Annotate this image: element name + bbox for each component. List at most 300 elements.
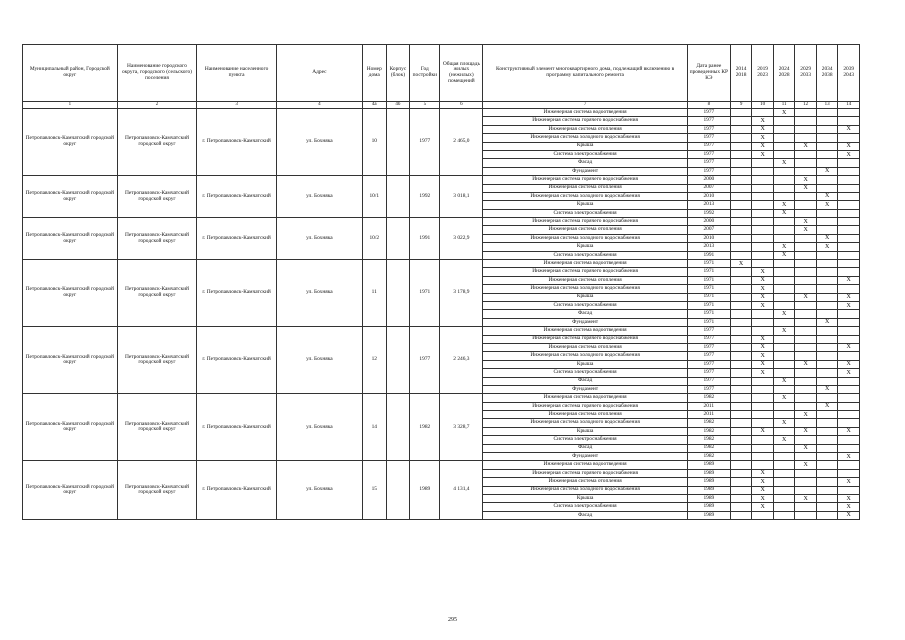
period-mark-cell: X [795,184,817,192]
period-mark-cell [795,511,817,519]
period-mark-cell [816,260,838,268]
period-mark-cell [773,503,795,511]
period-mark-cell [795,268,817,276]
period-mark-cell [730,285,752,293]
period-mark-cell: X [795,461,817,469]
house-korpus-cell [386,461,410,520]
period-mark-cell [730,293,752,301]
period-mark-cell: X [838,427,860,435]
header-cell: Конструктивный элемент многоквартирного дома, подлежащий включению в программу капитального ремонта [483,45,687,102]
house-locality-cell: г. Петропавловск-Камчатский [197,260,277,327]
period-mark-cell [795,243,817,251]
prior-repair-date-cell: 2011 [687,411,730,419]
period-mark-cell: X [752,469,774,477]
house-settlement-cell: Петропавловск-Камчатский городской округ [117,327,197,394]
period-mark-cell [773,360,795,368]
period-mark-cell: X [773,377,795,385]
header-cell: 2019 2023 [752,45,774,102]
period-mark-cell [773,411,795,419]
header-cell: Адрес [276,45,362,102]
table-row [23,394,860,402]
element-cell: Инженерная система холодного водоснабжения [483,192,687,200]
element-cell: Инженерная система холодного водоснабжения [483,352,687,360]
period-mark-cell [730,268,752,276]
element-cell: Фундамент [483,318,687,326]
prior-repair-date-cell: 1971 [687,285,730,293]
period-mark-cell [816,335,838,343]
period-mark-cell: X [816,234,838,242]
house-district-cell: Петропавловск-Камчатский городской округ [23,327,118,394]
period-mark-cell [838,109,860,117]
house-year-cell: 1991 [410,218,440,260]
table-row [23,260,860,268]
period-mark-cell [795,469,817,477]
period-mark-cell [816,352,838,360]
period-mark-cell [730,226,752,234]
element-cell: Крыша [483,360,687,368]
period-mark-cell [795,478,817,486]
period-mark-cell: X [816,201,838,209]
period-mark-cell [795,260,817,268]
house-settlement-cell: Петропавловск-Камчатский городской округ [117,218,197,260]
period-mark-cell [730,327,752,335]
period-mark-cell [795,402,817,410]
period-mark-cell [816,226,838,234]
period-mark-cell [816,411,838,419]
element-cell: Инженерная система отопления [483,226,687,234]
house-korpus-cell [386,394,410,461]
period-mark-cell [773,176,795,184]
period-mark-cell [795,109,817,117]
prior-repair-date-cell: 1982 [687,419,730,427]
period-mark-cell [795,503,817,511]
prior-repair-date-cell: 1977 [687,343,730,351]
prior-repair-date-cell: 1977 [687,377,730,385]
period-mark-cell [838,352,860,360]
house-street-cell: ул. Бохняка [276,260,362,327]
house-settlement-cell: Петропавловск-Камчатский городской округ [117,109,197,176]
period-mark-cell [773,335,795,343]
house-street-cell: ул. Бохняка [276,461,362,520]
period-mark-cell [838,402,860,410]
period-mark-cell [773,285,795,293]
period-mark-cell [816,486,838,494]
prior-repair-date-cell: 2011 [687,402,730,410]
period-mark-cell: X [752,343,774,351]
element-cell: Инженерная система отопления [483,478,687,486]
period-mark-cell [816,360,838,368]
prior-repair-date-cell: 1989 [687,486,730,494]
period-mark-cell [795,167,817,175]
house-year-cell: 1977 [410,327,440,394]
period-mark-cell [838,218,860,226]
table-row [23,461,860,469]
period-mark-cell [838,436,860,444]
period-mark-cell [730,276,752,284]
period-mark-cell [730,318,752,326]
period-mark-cell [752,109,774,117]
period-mark-cell [730,192,752,200]
period-mark-cell: X [838,343,860,351]
element-cell: Фундамент [483,453,687,461]
period-mark-cell [816,310,838,318]
period-mark-cell [838,385,860,393]
period-mark-cell [730,150,752,158]
period-mark-cell [730,310,752,318]
period-mark-cell: X [752,360,774,368]
prior-repair-date-cell: 1982 [687,394,730,402]
period-mark-cell: X [816,243,838,251]
period-mark-cell: X [795,142,817,150]
period-mark-cell: X [838,453,860,461]
period-mark-cell [773,469,795,477]
period-mark-cell [730,159,752,167]
period-mark-cell [838,285,860,293]
element-cell: Система электроснабжения [483,436,687,444]
period-mark-cell [838,251,860,259]
period-mark-cell [752,209,774,217]
prior-repair-date-cell: 1971 [687,260,730,268]
house-settlement-cell: Петропавловск-Камчатский городской округ [117,176,197,218]
period-mark-cell [773,276,795,284]
house-locality-cell: г. Петропавловск-Камчатский [197,394,277,461]
period-mark-cell [838,117,860,125]
header-cell: 2039 2043 [838,45,860,102]
house-locality-cell: г. Петропавловск-Камчатский [197,461,277,520]
period-mark-cell [773,268,795,276]
period-mark-cell: X [752,125,774,133]
period-mark-cell [773,184,795,192]
period-mark-cell [795,285,817,293]
period-mark-cell [773,511,795,519]
period-mark-cell [773,301,795,309]
period-mark-cell [730,369,752,377]
period-mark-cell [838,234,860,242]
period-mark-cell [752,159,774,167]
period-mark-cell [730,427,752,435]
period-mark-cell [752,176,774,184]
period-mark-cell [795,436,817,444]
period-mark-cell [773,427,795,435]
element-cell: Крыша [483,243,687,251]
element-cell: Инженерная система горячего водоснабжения [483,335,687,343]
period-mark-cell [795,209,817,217]
period-mark-cell [730,402,752,410]
period-mark-cell [816,461,838,469]
house-year-cell: 1992 [410,176,440,218]
element-cell: Инженерная система отопления [483,184,687,192]
period-mark-cell: X [838,360,860,368]
prior-repair-date-cell: 1977 [687,327,730,335]
element-cell: Инженерная система отопления [483,276,687,284]
period-mark-cell [773,192,795,200]
period-mark-cell: X [838,369,860,377]
house-area-cell: 3 018,1 [440,176,483,218]
period-mark-cell [730,201,752,209]
column-number-cell: 4а [362,102,386,109]
period-mark-cell: X [816,318,838,326]
period-mark-cell [816,453,838,461]
period-mark-cell: X [795,218,817,226]
period-mark-cell: X [752,352,774,360]
table-row [23,109,860,117]
prior-repair-date-cell: 1989 [687,469,730,477]
period-mark-cell [838,419,860,427]
period-mark-cell [816,293,838,301]
period-mark-cell [730,234,752,242]
period-mark-cell [816,276,838,284]
period-mark-cell: X [838,142,860,150]
period-mark-cell [838,176,860,184]
house-number-cell: 10/1 [362,176,386,218]
period-mark-cell [752,243,774,251]
header-cell: Номер дома [362,45,386,102]
prior-repair-date-cell: 2000 [687,218,730,226]
element-cell: Система электроснабжения [483,503,687,511]
period-mark-cell [816,503,838,511]
period-mark-cell [816,117,838,125]
period-mark-cell: X [773,419,795,427]
period-mark-cell [752,226,774,234]
element-cell: Инженерная система горячего водоснабжения [483,469,687,477]
prior-repair-date-cell: 1977 [687,385,730,393]
period-mark-cell [730,469,752,477]
table-body [23,109,860,520]
period-mark-cell [795,453,817,461]
period-mark-cell [773,494,795,502]
period-mark-cell [730,511,752,519]
period-mark-cell [838,335,860,343]
element-cell: Фасад [483,444,687,452]
period-mark-cell [773,318,795,326]
prior-repair-date-cell: 1989 [687,503,730,511]
column-number-cell: 3 [197,102,277,109]
element-cell: Система электроснабжения [483,251,687,259]
prior-repair-date-cell: 2010 [687,192,730,200]
period-mark-cell [773,125,795,133]
period-mark-cell: X [773,251,795,259]
column-number-cell: 11 [773,102,795,109]
prior-repair-date-cell: 2013 [687,201,730,209]
prior-repair-date-cell: 1989 [687,511,730,519]
prior-repair-date-cell: 1971 [687,268,730,276]
prior-repair-date-cell: 1989 [687,494,730,502]
element-cell: Фасад [483,310,687,318]
table-row [23,176,860,184]
column-number-row [23,102,860,109]
house-year-cell: 1982 [410,394,440,461]
period-mark-cell [838,226,860,234]
period-mark-cell [795,201,817,209]
house-number-cell: 12 [362,327,386,394]
period-mark-cell [816,343,838,351]
period-mark-cell [838,394,860,402]
period-mark-cell [838,469,860,477]
house-area-cell: 2 465,0 [440,109,483,176]
period-mark-cell [795,125,817,133]
period-mark-cell [773,343,795,351]
period-mark-cell [838,268,860,276]
period-mark-cell: X [752,117,774,125]
house-korpus-cell [386,327,410,394]
element-cell: Фасад [483,511,687,519]
period-mark-cell [730,436,752,444]
house-number-cell: 14 [362,394,386,461]
period-mark-cell [752,419,774,427]
period-mark-cell [838,377,860,385]
period-mark-cell: X [773,436,795,444]
period-mark-cell [773,444,795,452]
period-mark-cell [752,251,774,259]
house-number-cell: 11 [362,260,386,327]
period-mark-cell [730,209,752,217]
prior-repair-date-cell: 1977 [687,150,730,158]
period-mark-cell: X [773,159,795,167]
element-cell: Инженерная система водоотведения [483,461,687,469]
column-number-cell: 2 [117,102,197,109]
prior-repair-date-cell: 1977 [687,117,730,125]
period-mark-cell: X [752,268,774,276]
period-mark-cell [795,117,817,125]
period-mark-cell: X [795,360,817,368]
period-mark-cell [752,461,774,469]
house-korpus-cell [386,218,410,260]
period-mark-cell [795,335,817,343]
period-mark-cell: X [795,293,817,301]
period-mark-cell [730,385,752,393]
house-locality-cell: г. Петропавловск-Камчатский [197,327,277,394]
period-mark-cell [730,109,752,117]
period-mark-cell [816,444,838,452]
prior-repair-date-cell: 2000 [687,176,730,184]
period-mark-cell [773,150,795,158]
element-cell: Инженерная система холодного водоснабжения [483,134,687,142]
column-number-cell: 7 [483,102,687,109]
prior-repair-date-cell: 1971 [687,301,730,309]
period-mark-cell [816,327,838,335]
period-mark-cell [816,109,838,117]
period-mark-cell [816,159,838,167]
period-mark-cell [730,125,752,133]
header-cell: 2024 2028 [773,45,795,102]
column-number-cell: 4б [386,102,410,109]
period-mark-cell: X [838,511,860,519]
house-street-cell: ул. Бохняка [276,327,362,394]
element-cell: Инженерная система холодного водоснабжения [483,486,687,494]
period-mark-cell: X [838,478,860,486]
period-mark-cell [773,352,795,360]
element-cell: Инженерная система холодного водоснабжения [483,285,687,293]
element-cell: Инженерная система горячего водоснабжения [483,268,687,276]
period-mark-cell [795,343,817,351]
house-korpus-cell [386,176,410,218]
period-mark-cell [730,301,752,309]
header-cell: Дата ранее проведенных КР КЭ [687,45,730,102]
period-mark-cell [752,377,774,385]
period-mark-cell [816,469,838,477]
period-mark-cell [838,318,860,326]
period-mark-cell [795,486,817,494]
period-mark-cell [838,209,860,217]
prior-repair-date-cell: 1977 [687,167,730,175]
period-mark-cell [730,461,752,469]
period-mark-cell [838,201,860,209]
period-mark-cell [730,142,752,150]
house-area-cell: 4 131,4 [440,461,483,520]
period-mark-cell [773,226,795,234]
element-cell: Система электроснабжения [483,209,687,217]
period-mark-cell [816,142,838,150]
prior-repair-date-cell: 1971 [687,293,730,301]
period-mark-cell: X [752,285,774,293]
prior-repair-date-cell: 2007 [687,226,730,234]
house-settlement-cell: Петропавловск-Камчатский городской округ [117,260,197,327]
column-number-cell: 9 [730,102,752,109]
period-mark-cell [730,184,752,192]
period-mark-cell [752,318,774,326]
period-mark-cell [752,167,774,175]
prior-repair-date-cell: 1989 [687,461,730,469]
period-mark-cell [795,327,817,335]
period-mark-cell [773,478,795,486]
period-mark-cell [795,369,817,377]
column-number-cell: 6 [440,102,483,109]
period-mark-cell [838,184,860,192]
period-mark-cell: X [752,150,774,158]
column-number-cell: 5 [410,102,440,109]
prior-repair-date-cell: 1982 [687,453,730,461]
element-cell: Инженерная система горячего водоснабжения [483,402,687,410]
header-row [23,45,860,102]
period-mark-cell: X [752,335,774,343]
period-mark-cell [730,394,752,402]
prior-repair-date-cell: 2007 [687,184,730,192]
period-mark-cell: X [838,503,860,511]
house-street-cell: ул. Бохняка [276,109,362,176]
period-mark-cell [730,360,752,368]
prior-repair-date-cell: 1977 [687,142,730,150]
period-mark-cell [816,184,838,192]
period-mark-cell: X [838,293,860,301]
period-mark-cell [730,444,752,452]
column-number-cell: 1 [23,102,118,109]
period-mark-cell [816,218,838,226]
period-mark-cell [816,268,838,276]
period-mark-cell: X [752,478,774,486]
column-number-cell: 4 [276,102,362,109]
prior-repair-date-cell: 1977 [687,109,730,117]
period-mark-cell [730,352,752,360]
period-mark-cell [795,310,817,318]
period-mark-cell [816,478,838,486]
element-cell: Фасад [483,377,687,385]
period-mark-cell [752,201,774,209]
period-mark-cell: X [752,293,774,301]
period-mark-cell [730,486,752,494]
period-mark-cell: X [752,134,774,142]
period-mark-cell: X [816,192,838,200]
period-mark-cell [816,150,838,158]
period-mark-cell: X [816,167,838,175]
period-mark-cell [795,234,817,242]
period-mark-cell [773,453,795,461]
period-mark-cell [795,150,817,158]
period-mark-cell [752,453,774,461]
element-cell: Фасад [483,159,687,167]
prior-repair-date-cell: 1977 [687,125,730,133]
period-mark-cell [730,419,752,427]
period-mark-cell [795,318,817,326]
